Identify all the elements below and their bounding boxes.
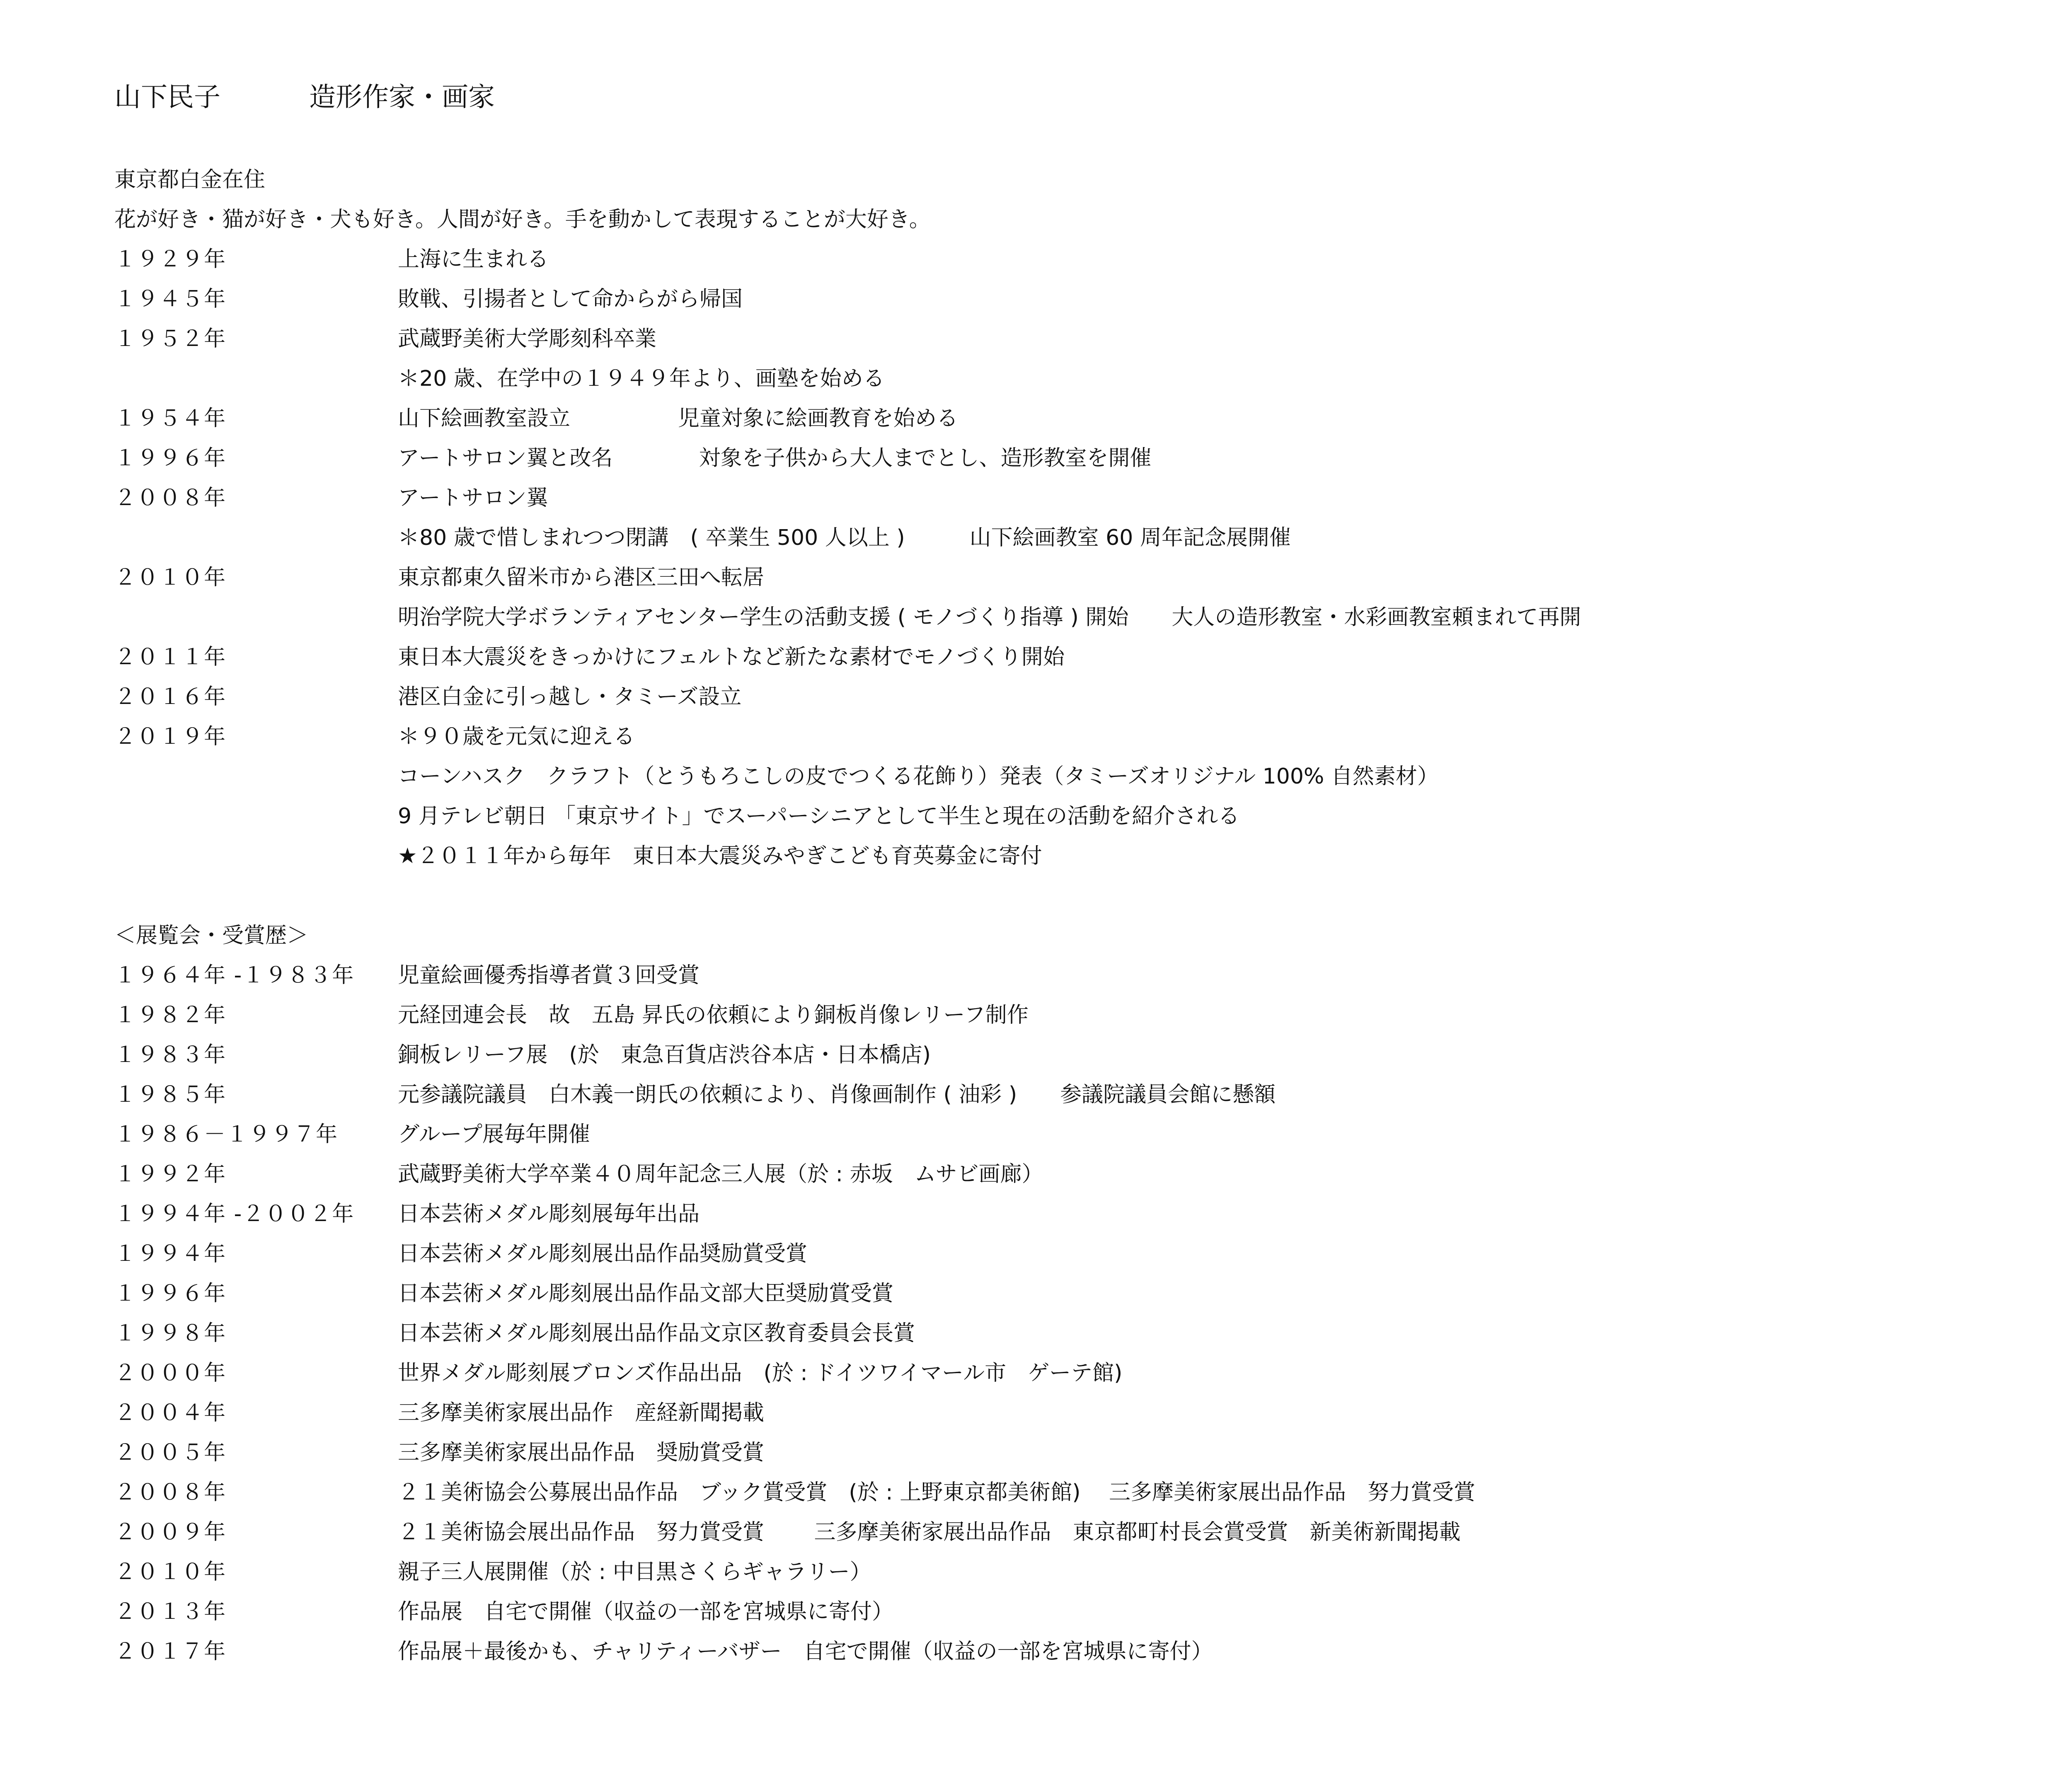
history-text: コーンハスク クラフト（とうもろこしの皮でつくる花飾り）発表（タミーズオリジナル 100% 自然素材） bbox=[398, 764, 1439, 789]
exhibition-year: ２００９年 bbox=[114, 1520, 227, 1545]
exhibition-text: 世界メダル彫刻展ブロンズ作品出品 (於 : ドイツワイマール市 ゲーテ館) bbox=[398, 1361, 1123, 1386]
exhibition-text: 日本芸術メダル彫刻展出品作品文京区教育委員会長賞 bbox=[398, 1321, 915, 1346]
artist-title: 造形作家・画家 bbox=[309, 82, 495, 113]
exhibition-year: １９８２年 bbox=[114, 1003, 227, 1028]
exhibition-row bbox=[114, 1241, 807, 1267]
exhibition-text: ２１美術協会公募展出品作品 ブック賞受賞 (於 : 上野東京都美術館) 三多摩美術家展出品作品 努力賞受賞 bbox=[398, 1480, 1476, 1505]
exhibition-row bbox=[114, 1639, 1213, 1664]
history-text: 敗戦、引揚者として命からがら帰国 bbox=[398, 287, 743, 312]
exhibitions-heading: ＜展覧会・受賞歴＞ bbox=[114, 923, 309, 948]
exhibition-row bbox=[114, 1201, 700, 1227]
history-text: アートサロン翼 bbox=[398, 486, 548, 510]
history-row bbox=[114, 286, 743, 312]
exhibition-row bbox=[114, 1559, 871, 1585]
exhibition-text: 作品展 自宅で開催（収益の一部を宮城県に寄付） bbox=[398, 1599, 894, 1624]
history-text: ★２０１１年から毎年 東日本大震災みやぎこども育英募金に寄付 bbox=[398, 844, 1042, 868]
history-year: ２０１６年 bbox=[114, 684, 227, 709]
exhibition-year: １９９４年 -２００２年 bbox=[114, 1202, 355, 1226]
exhibition-text: 銅板レリーフ展 (於 東急百貨店渋谷本店・日本橋店) bbox=[398, 1042, 931, 1067]
history-text: ＊９０歳を元気に迎える bbox=[398, 724, 635, 749]
history-row bbox=[114, 843, 1042, 869]
history-row bbox=[114, 644, 1065, 670]
exhibition-row bbox=[114, 1082, 1276, 1108]
exhibition-year: ２００５年 bbox=[114, 1440, 227, 1465]
exhibition-row bbox=[114, 1519, 1461, 1545]
exhibition-text: ２１美術協会展出品作品 努力賞受賞 三多摩美術家展出品作品 東京都町村長会賞受賞 新美術新聞掲載 bbox=[398, 1520, 1461, 1545]
history-text: 山下絵画教室設立 児童対象に絵画教育を始める bbox=[398, 406, 959, 431]
exhibition-text: 日本芸術メダル彫刻展出品作品文部大臣奨励賞受賞 bbox=[398, 1281, 894, 1306]
history-year: １９９６年 bbox=[114, 446, 227, 471]
exhibition-year: ２０１３年 bbox=[114, 1599, 227, 1624]
history-text: 東京都東久留米市から港区三田へ転居 bbox=[398, 565, 765, 590]
history-year: ２０１９年 bbox=[114, 724, 227, 749]
history-row bbox=[114, 485, 548, 511]
exhibition-year: １９８６－１９９７年 bbox=[114, 1122, 339, 1147]
history-text: 港区白金に引っ越し・タミーズ設立 bbox=[398, 684, 742, 709]
history-year: ２０１１年 bbox=[114, 645, 227, 670]
exhibition-text: 武蔵野美術大学卒業４０周年記念三人展（於 : 赤坂 ムサビ画廊） bbox=[398, 1162, 1043, 1187]
history-row bbox=[114, 366, 885, 392]
history-row bbox=[114, 565, 764, 590]
exhibition-year: １９９８年 bbox=[114, 1321, 227, 1346]
history-text: 明治学院大学ボランティアセンター学生の活動支援 ( モノづくり指導 ) 開始 大人の造形教室・水彩画教室頼まれて再開 bbox=[398, 605, 1581, 630]
exhibition-row bbox=[114, 1360, 1122, 1386]
exhibition-row bbox=[114, 1321, 915, 1346]
history-row bbox=[114, 684, 741, 710]
exhibition-text: 三多摩美術家展出品作 産経新聞掲載 bbox=[398, 1400, 765, 1425]
history-text: アートサロン翼と改名 対象を子供から大人までとし、造形教室を開催 bbox=[398, 446, 1152, 471]
history-text: ＊80 歳で惜しまれつつ閉講 ( 卒業生 500 人以上 ) 山下絵画教室 60 周年記念展開催 bbox=[398, 525, 1291, 550]
exhibition-year: １９９６年 bbox=[114, 1281, 227, 1306]
history-text: ＊20 歳、在学中の１９４９年より、画塾を始める bbox=[398, 366, 885, 391]
exhibition-year: １９８５年 bbox=[114, 1082, 227, 1107]
history-text: 上海に生まれる bbox=[398, 247, 549, 272]
exhibition-row bbox=[114, 1480, 1475, 1505]
history-year: ２００８年 bbox=[114, 486, 227, 510]
exhibition-text: 日本芸術メダル彫刻展出品作品奨励賞受賞 bbox=[398, 1241, 808, 1266]
history-row bbox=[114, 764, 1439, 789]
exhibition-text: 日本芸術メダル彫刻展毎年出品 bbox=[398, 1202, 700, 1226]
exhibition-year: １９９４年 bbox=[114, 1241, 227, 1266]
history-year: １９４５年 bbox=[114, 287, 227, 312]
history-text: 9 月テレビ朝日 「東京サイト」でスーパーシニアとして半生と現在の活動を紹介される bbox=[398, 804, 1240, 829]
exhibition-row bbox=[114, 1281, 893, 1306]
exhibition-year: １９６４年 -１９８３年 bbox=[114, 963, 355, 988]
history-text: 武蔵野美術大学彫刻科卒業 bbox=[398, 327, 657, 351]
exhibition-text: 作品展＋最後かも、チャリティーバザー 自宅で開催（収益の一部を宮城県に寄付） bbox=[398, 1639, 1213, 1664]
exhibition-row bbox=[114, 963, 700, 988]
history-row bbox=[114, 605, 1581, 630]
history-row bbox=[114, 724, 635, 750]
exhibition-year: ２００４年 bbox=[114, 1400, 227, 1425]
exhibition-year: １９８３年 bbox=[114, 1042, 227, 1067]
history-year: １９５４年 bbox=[114, 406, 227, 431]
exhibition-row bbox=[114, 1042, 931, 1068]
history-year: ２０１０年 bbox=[114, 565, 227, 590]
exhibition-text: 親子三人展開催（於 : 中目黒さくらギャラリー） bbox=[398, 1560, 871, 1584]
exhibition-year: １９９２年 bbox=[114, 1162, 227, 1187]
history-row bbox=[114, 247, 549, 272]
exhibition-year: ２０１０年 bbox=[114, 1560, 227, 1584]
exhibition-year: ２０００年 bbox=[114, 1361, 227, 1386]
exhibition-text: 三多摩美術家展出品作品 奨励賞受賞 bbox=[398, 1440, 765, 1465]
exhibition-text: 元経団連会長 故 五島 昇氏の依頼により銅板肖像レリーフ制作 bbox=[398, 1003, 1029, 1028]
residence-line: 東京都白金在住 bbox=[114, 167, 266, 192]
history-row bbox=[114, 326, 656, 352]
history-row bbox=[114, 803, 1239, 829]
exhibition-text: グループ展毎年開催 bbox=[398, 1122, 590, 1147]
exhibition-row bbox=[114, 1599, 893, 1625]
history-row bbox=[114, 406, 958, 431]
profile-header bbox=[114, 79, 495, 116]
artist-name: 山下民子 bbox=[114, 82, 220, 113]
exhibition-text: 児童絵画優秀指導者賞３回受賞 bbox=[398, 963, 700, 988]
history-row bbox=[114, 525, 1291, 551]
history-row bbox=[114, 445, 1151, 471]
exhibition-text: 元参議院議員 白木義一朗氏の依頼により、肖像画制作 ( 油彩 ) 参議院議員会館に懸額 bbox=[398, 1082, 1276, 1107]
exhibition-row bbox=[114, 1002, 1029, 1028]
history-year: １９５２年 bbox=[114, 327, 227, 351]
exhibition-row bbox=[114, 1400, 764, 1426]
exhibition-row bbox=[114, 1122, 590, 1147]
exhibition-year: ２００８年 bbox=[114, 1480, 227, 1505]
exhibition-row bbox=[114, 1440, 764, 1466]
likes-line: 花が好き・猫が好き・犬も好き。人間が好き。手を動かして表現することが大好き。 bbox=[114, 207, 931, 232]
exhibition-year: ２０１７年 bbox=[114, 1639, 227, 1664]
history-year: １９２９年 bbox=[114, 247, 227, 272]
history-text: 東日本大震災をきっかけにフェルトなど新たな素材でモノづくり開始 bbox=[398, 645, 1065, 670]
exhibition-row bbox=[114, 1161, 1043, 1187]
